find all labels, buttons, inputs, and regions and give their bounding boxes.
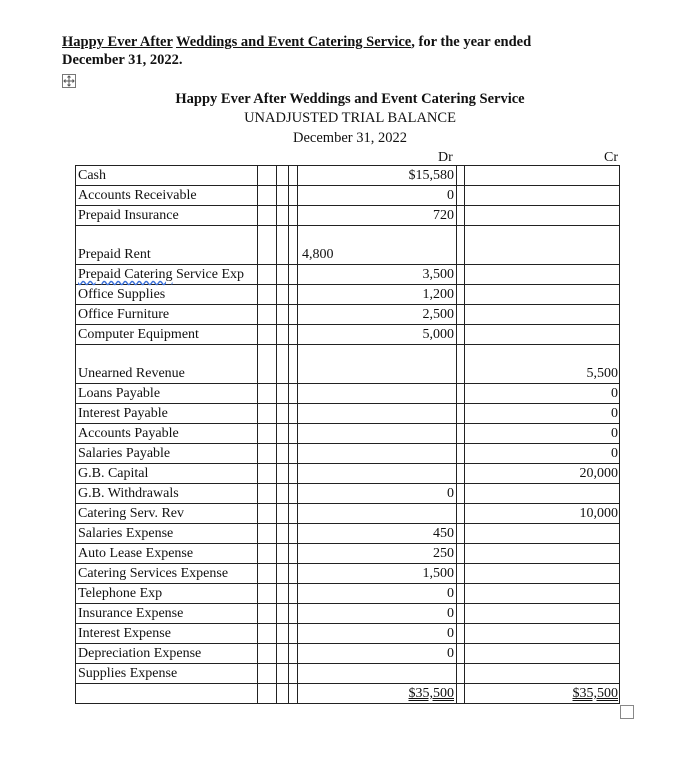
- report-company-name: Happy Ever After Weddings and Event Catering Service: [175, 91, 525, 107]
- account-name: Cash: [78, 168, 106, 183]
- credit-amount: 0: [611, 426, 618, 441]
- debit-amount: 0: [447, 586, 454, 601]
- table-row[interactable]: [76, 187, 620, 207]
- table-row[interactable]: [76, 246, 620, 266]
- account-name: Catering Serv. Rev: [78, 506, 185, 521]
- account-name: G.B. Capital: [78, 466, 149, 481]
- question-company-part1: Happy Ever After: [62, 34, 173, 50]
- account-name: Office Furniture: [78, 307, 170, 322]
- debit-amount: 250: [433, 546, 454, 561]
- table-row[interactable]: [76, 605, 620, 625]
- table-row[interactable]: [76, 365, 620, 385]
- account-name: Unearned Revenue: [78, 366, 185, 381]
- table-row[interactable]: [76, 665, 620, 685]
- account-name: Depreciation Expense: [78, 646, 202, 661]
- table-row[interactable]: [76, 385, 620, 405]
- table-row[interactable]: [76, 465, 620, 485]
- table-row[interactable]: [76, 306, 620, 326]
- table-row[interactable]: [76, 585, 620, 605]
- question-line-2: December 31, 2022.: [62, 52, 183, 68]
- account-name: Loans Payable: [78, 386, 161, 401]
- spellcheck-flagged-text[interactable]: Prepaid Catering: [78, 267, 173, 282]
- account-name: Insurance Expense: [78, 606, 184, 621]
- credit-amount: 0: [611, 446, 618, 461]
- account-name: Supplies Expense: [78, 666, 178, 681]
- question-period-text: , for the year ended: [411, 34, 532, 50]
- account-name: Interest Expense: [78, 626, 171, 641]
- credit-amount: 5,500: [586, 366, 618, 381]
- debit-amount: 1,200: [422, 287, 454, 302]
- table-row[interactable]: [76, 645, 620, 665]
- debit-amount: 0: [447, 646, 454, 661]
- account-name: Catering Services Expense: [78, 566, 229, 581]
- table-row[interactable]: [76, 565, 620, 585]
- debit-amount: 0: [447, 626, 454, 641]
- account-name: Prepaid Rent: [78, 247, 151, 262]
- account-name: G.B. Withdrawals: [78, 486, 179, 501]
- question-line-1: [62, 34, 531, 51]
- account-name: Interest Payable: [78, 406, 168, 421]
- debit-amount: 0: [447, 606, 454, 621]
- cr-column-header: Cr: [604, 150, 618, 165]
- report-title: UNADJUSTED TRIAL BALANCE: [244, 110, 456, 126]
- debit-amount: $15,580: [408, 168, 454, 183]
- debit-amount: 1,500: [422, 566, 454, 581]
- debit-amount: 720: [433, 208, 454, 223]
- question-company-part2: Weddings and Event Catering Service: [176, 34, 412, 50]
- debit-amount: 0: [447, 486, 454, 501]
- account-name: Prepaid Insurance: [78, 208, 179, 223]
- account-name: Telephone Exp: [78, 586, 163, 601]
- table-row[interactable]: [76, 207, 620, 227]
- total-credit: $35,500: [572, 686, 618, 701]
- account-name: Accounts Payable: [78, 426, 179, 441]
- table-row[interactable]: [76, 505, 620, 525]
- table-row[interactable]: [76, 485, 620, 505]
- table-row[interactable]: [76, 167, 620, 187]
- table-row[interactable]: [76, 405, 620, 425]
- report-date: December 31, 2022: [293, 130, 407, 146]
- table-row[interactable]: [76, 326, 620, 346]
- credit-amount: 0: [611, 386, 618, 401]
- account-name: Salaries Expense: [78, 526, 174, 541]
- credit-amount: 10,000: [579, 506, 618, 521]
- table-row[interactable]: [76, 286, 620, 306]
- table-row[interactable]: [76, 545, 620, 565]
- table-move-handle-icon[interactable]: [62, 74, 76, 88]
- table-row[interactable]: [76, 266, 620, 286]
- credit-amount: 20,000: [579, 466, 618, 481]
- debit-amount: 3,500: [422, 267, 454, 282]
- totals-row[interactable]: [76, 685, 620, 705]
- debit-amount: 5,000: [422, 327, 454, 342]
- account-name: Salaries Payable: [78, 446, 171, 461]
- account-name: Accounts Receivable: [78, 188, 197, 203]
- total-debit: $35,500: [408, 686, 454, 701]
- table-row[interactable]: [76, 425, 620, 445]
- account-name: Prepaid Catering Service Exp: [78, 267, 245, 282]
- debit-amount: 450: [433, 526, 454, 541]
- account-name: Computer Equipment: [78, 327, 199, 342]
- credit-amount: 0: [611, 406, 618, 421]
- account-name: Office Supplies: [78, 287, 166, 302]
- table-row[interactable]: [76, 625, 620, 645]
- debit-amount: 0: [447, 188, 454, 203]
- debit-amount: 2,500: [422, 307, 454, 322]
- table-row[interactable]: [76, 445, 620, 465]
- misplaced-amount: 4,800: [302, 247, 334, 262]
- table-resize-handle-icon[interactable]: [620, 705, 634, 719]
- account-name: Auto Lease Expense: [78, 546, 194, 561]
- dr-column-header: Dr: [438, 150, 453, 165]
- table-row[interactable]: [76, 525, 620, 545]
